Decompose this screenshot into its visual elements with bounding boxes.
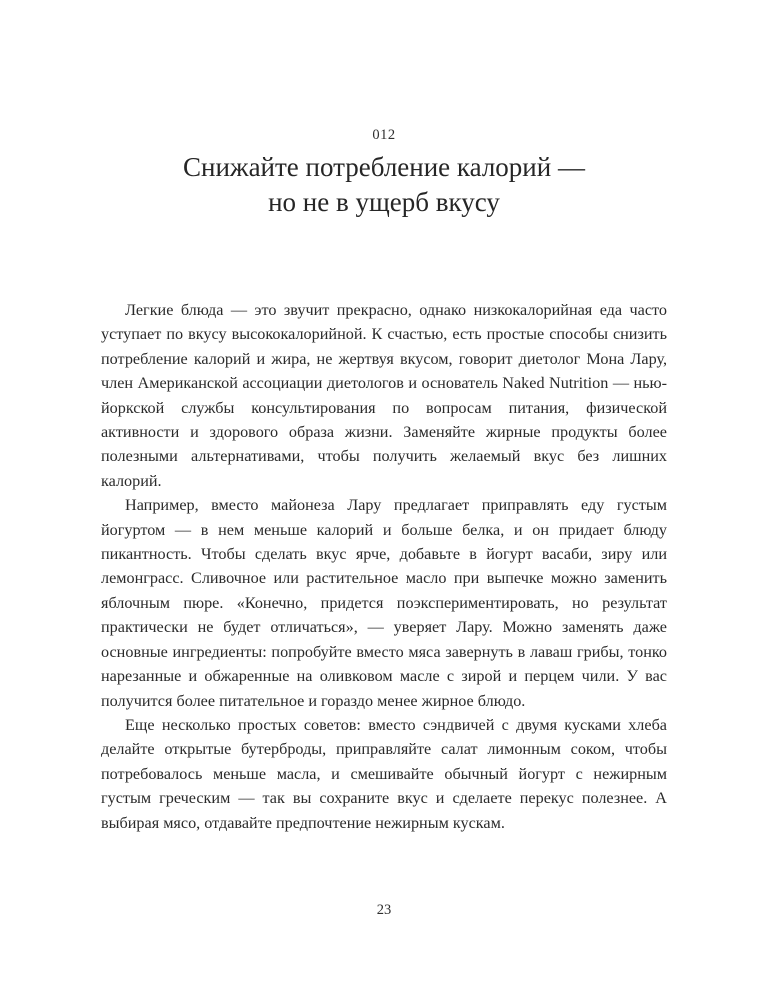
chapter-title bbox=[0, 150, 768, 220]
body-text bbox=[101, 298, 667, 835]
chapter-title-line-1: Снижайте потребление калорий — bbox=[183, 152, 585, 182]
paragraph-3: Еще несколько простых советов: вместо сэндвичей с двумя кусками хлеба делайте открытые бутерброды, приправляйте салат лимонным соком, чтобы потребовалось меньше масла, и смешивайте обычный йогурт с нежирным густым греческим — так вы сохраните вкус и сделаете перекус полезнее. А выбирая мясо, отдавайте предпочтение нежирным кускам. bbox=[101, 715, 667, 832]
paragraph-1: Легкие блюда — это звучит прекрасно, однако низкокалорийная еда часто уступает по вкусу высококалорийной. К счастью, есть простые способы снизить потребление калорий и жира, не жертвуя вкусом, говорит диетолог Мона Лару, член Американской ассоциации диетологов и основатель Naked Nutrition — нью-йоркской службы консультирования по вопросам питания, физической активности и здорового образа жизни. Заменяйте жирные продукты более полезными альтернативами, чтобы получить желаемый вкус без лишних калорий. bbox=[101, 301, 667, 490]
chapter-number: 012 bbox=[372, 127, 396, 143]
paragraph-2: Например, вместо майонеза Лару предлагает приправлять еду густым йогуртом — в нем меньше калорий и больше белка, и он придает блюду пикантность. Чтобы сделать вкус ярче, добавьте в йогурт васаби, зиру или лемонграсс. Сливочное или растительное масло при выпечке можно заменить яблочным пюре. «Конечно, придется поэкспериментировать, но результат практически не будет отличаться», — уверяет Лару. Можно заменять даже основные ингредиенты: попробуйте вместо мяса завернуть в лаваш грибы, тонко нарезанные и обжаренные на оливковом масле с зирой и перцем чили. У вас получится более питательное и гораздо менее жирное блюдо. bbox=[101, 496, 667, 710]
page-number: 23 bbox=[376, 902, 392, 918]
chapter-title-line-2: но не в ущерб вкусу bbox=[268, 187, 500, 217]
